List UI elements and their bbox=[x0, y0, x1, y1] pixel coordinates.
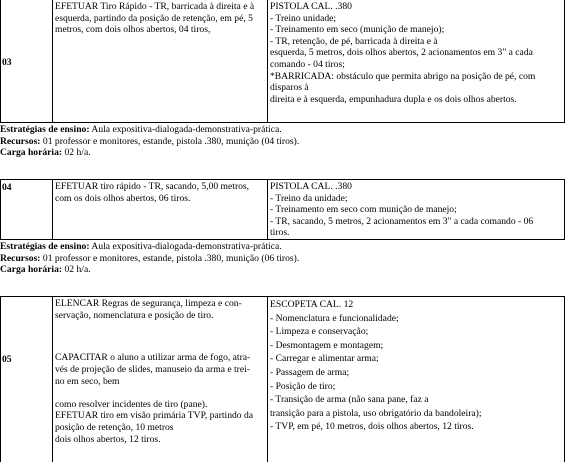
activity-line: dois olhos abertos, 12 tiros. bbox=[55, 433, 161, 445]
strategy-label: Estratégias de ensino: bbox=[0, 124, 90, 135]
activity-line bbox=[55, 344, 265, 352]
content-cell bbox=[268, 298, 564, 434]
content-line: - Carregar e alimentar arma; bbox=[270, 353, 379, 365]
row-number: 04 bbox=[2, 182, 12, 193]
activity-line: com os dois olhos abertos, 06 tiros. bbox=[55, 192, 191, 204]
content-line: PISTOLA CAL. .380 bbox=[270, 181, 352, 192]
content-line: - Transição de arma (não sana pane, faz a bbox=[270, 394, 429, 406]
content-line: - TR, sacando, 5 metros, 2 acionamentos em 3" a cada comando - 06 bbox=[270, 215, 534, 227]
activity-cell bbox=[53, 181, 267, 204]
hours-label: Carga horária: bbox=[0, 147, 63, 159]
content-line: direita e à esquerda, empunhadura dupla e os dois olhos abertos. bbox=[270, 93, 517, 105]
content-line: ESCOPETA CAL. 12 bbox=[270, 299, 354, 310]
activity-line: ELENCAR Regras de segurança, limpeza e con- bbox=[55, 298, 242, 309]
content-line: tiros. bbox=[270, 227, 290, 239]
content-line: - Treino da unidade; bbox=[270, 192, 348, 204]
strategy-label: Estratégias de ensino: bbox=[0, 241, 90, 252]
activity-line: metros, com dois olhos abertos, 04 tiros, bbox=[55, 24, 211, 36]
table-row-04 bbox=[0, 179, 565, 240]
activity-line: EFETUAR Tiro Rápido - TR, barricada à direita e à bbox=[55, 1, 255, 12]
resources-label: Recursos: bbox=[0, 252, 41, 264]
content-line: PISTOLA CAL. .380 bbox=[270, 1, 352, 12]
teaching-info-block bbox=[0, 124, 565, 159]
hours-label: Carga horária: bbox=[0, 264, 63, 276]
activity-line: como resolver incidentes de tiro (pane). bbox=[55, 398, 208, 410]
teaching-info-block bbox=[0, 241, 565, 276]
content-cell bbox=[268, 1, 564, 105]
table-border bbox=[0, 297, 1, 462]
content-line: disparos à bbox=[270, 82, 309, 94]
content-line: *BARRICADA: obstáculo que permita abrigo na posição de pé, com bbox=[270, 70, 536, 82]
content-line: transição para a pistola, uso obrigatório da bandoleira); bbox=[270, 407, 482, 419]
table-border bbox=[0, 180, 1, 239]
content-line: - Passagem de arma; bbox=[270, 366, 350, 378]
activity-line: no em seco, bem bbox=[55, 375, 120, 387]
activity-line: EFETUAR tiro em visão primária TVP, partindo da bbox=[55, 410, 254, 422]
activity-line: vés de projeção de slides, manuseio da arma e trei- bbox=[55, 363, 250, 375]
activity-line: CAPACITAR o aluno a utilizar arma de fogo, atra- bbox=[55, 352, 251, 364]
resources-value: 01 professor e monitores, estande, pistola .380, munição (06 tiros). bbox=[40, 252, 300, 264]
activity-line: EFETUAR tiro rápido - TR, sacando, 5,00 metros, bbox=[55, 181, 250, 192]
content-line: - Treinamento em seco (munição de manejo); bbox=[270, 24, 445, 36]
activity-line bbox=[55, 333, 265, 345]
activity-line: posição de retenção, 10 metros bbox=[55, 421, 174, 433]
content-line: - TR, retenção, de pé, barricada à direita e à bbox=[270, 35, 438, 47]
activity-line: servação, nomenclatura e posição de tiro. bbox=[55, 309, 214, 321]
hours-value: 02 h/a. bbox=[62, 147, 91, 159]
row-number: 05 bbox=[2, 354, 12, 365]
resources-label: Recursos: bbox=[0, 135, 41, 147]
content-line: - Desmontagem e montagem; bbox=[270, 339, 384, 351]
activity-cell bbox=[53, 1, 267, 36]
activity-line bbox=[55, 321, 265, 333]
hours-value: 02 h/a. bbox=[62, 264, 91, 276]
activity-line: esquerda, partindo da posição de retenção, em pé, 5 bbox=[55, 12, 253, 24]
strategy-value: Aula expositiva-dialogada-demonstrativa-prática. bbox=[89, 124, 282, 135]
resources-value: 01 professor e monitores, estande, pistola .380, munição (04 tiros). bbox=[40, 135, 300, 147]
content-line: - Treinamento em seco com munição de manejo; bbox=[270, 204, 457, 216]
table-row-05 bbox=[0, 296, 565, 462]
content-line: - Nomenclatura e funcionalidade; bbox=[270, 312, 399, 324]
activity-line bbox=[55, 387, 265, 399]
content-line: - TVP, em pé, 10 metros, dois olhos abertos, 12 tiros. bbox=[270, 421, 474, 433]
table-row-03 bbox=[0, 0, 565, 123]
table-border bbox=[0, 0, 1, 122]
row-number: 03 bbox=[2, 57, 12, 68]
content-line: comando - 04 tiros; bbox=[270, 58, 345, 70]
content-line: - Treino unidade; bbox=[270, 12, 337, 24]
strategy-value: Aula expositiva-dialogada-demonstrativa-prática. bbox=[89, 241, 282, 252]
content-cell bbox=[268, 181, 564, 239]
content-line: - Posição de tiro; bbox=[270, 380, 336, 392]
activity-cell bbox=[53, 298, 267, 445]
content-line: esquerda, 5 metros, dois olhos abertos, 2 acionamentos em 3" a cada bbox=[270, 47, 533, 59]
content-line: - Limpeza e conservação; bbox=[270, 326, 369, 338]
